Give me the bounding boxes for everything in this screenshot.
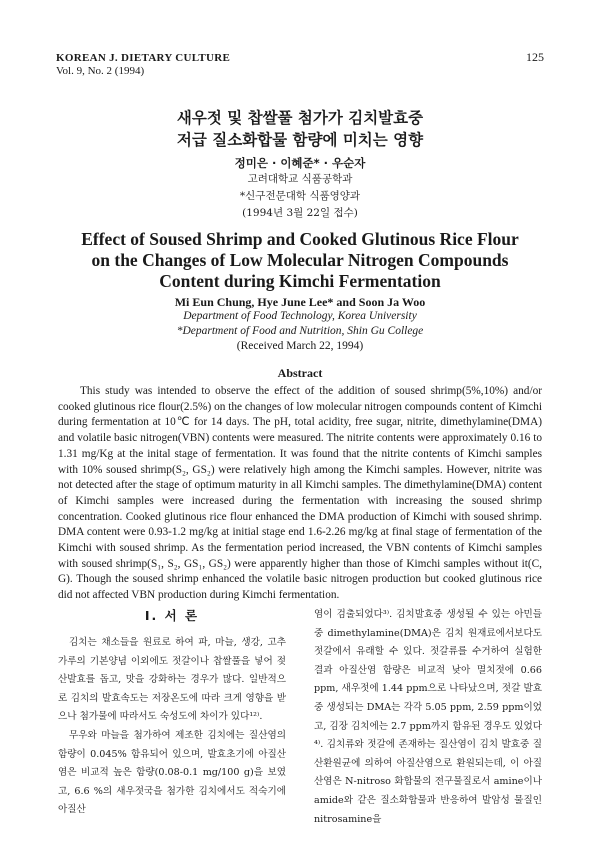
section-heading-introduction: I. 서 론	[144, 608, 200, 623]
english-title-line: Content during Kimchi Fermentation	[159, 271, 441, 291]
english-title-line: Effect of Soused Shrimp and Cooked Glutinous Rice Flour	[81, 229, 519, 249]
korean-title-line: 새우젓 및 찹쌀풀 첨가가 김치발효중	[176, 109, 424, 127]
body-paragraph: 무우와 마늘을 첨가하여 제조한 김치에는 질산염의 함량이 0.045% 함유되어 있으며, 발효초기에 아질산염은 비교적 높은 함량(0.08-0.1 mg/100 g)을 보였고, 6.6 %의 새우젓국을 첨가한 김치에서도 적숙기에 아질산	[58, 729, 286, 816]
journal-header	[56, 52, 230, 78]
english-affiliation: Department of Food Technology, Korea University	[183, 310, 417, 322]
body-paragraph: 염이 검출되었다³⁾. 김치발효중 생성될 수 있는 아민들 중 dimethylamine(DMA)은 김치 원재료에서보다도 젓갈에서 유래할 수 있다. 젓갈류를 수거하여 실험한 결과 아질산염 함량은 비교적 낮아 멸치젓에 0.66 ppm, 새우젓에 1.44 ppm으로 나타났으며, 젓갈 발효중 생성되는 DMA는 각각 5.05 ppm, 2.59 ppm이었고, 김장 김치에는 2.7 ppm까지 함유된 경우도 있었다⁴⁾. 김치류와 젓갈에 존재하는 질산염이 김치 발효중 질산환원균에 의하여 아질산염으로 환원되는데, 이 아질산염은 N-nitroso 화합물의 전구물질로서 amine이나 amide와 같은 질소화합물과 반응하여 발암성 물질인 nitrosamine을	[314, 609, 542, 825]
english-authors: Mi Eun Chung, Hye June Lee* and Soon Ja Woo	[174, 295, 426, 309]
journal-name: KOREAN J. DIETARY CULTURE	[56, 52, 231, 64]
korean-affiliation: *신구전문대학 식품영양과	[239, 190, 361, 202]
body-column-left	[58, 606, 286, 820]
korean-affiliations	[0, 171, 600, 222]
abstract-heading: Abstract	[277, 366, 323, 380]
english-affiliations	[0, 309, 600, 339]
korean-received-date: (1994년 3월 22일 접수)	[242, 207, 358, 219]
body-column-right	[314, 606, 542, 829]
english-title	[0, 229, 600, 292]
journal-volume: Vol. 9, No. 2 (1994)	[56, 65, 145, 77]
english-title-line: on the Changes of Low Molecular Nitrogen Compounds	[91, 250, 509, 270]
korean-authors: 정미은 · 이혜준* · 우순자	[234, 156, 366, 170]
english-affiliation: *Department of Food and Nutrition, Shin Gu College	[176, 325, 424, 337]
korean-affiliation: 고려대학교 식품공학과	[247, 173, 353, 185]
page-number: 125	[526, 50, 544, 64]
abstract-body: This study was intended to observe the effect of the addition of soused shrimp(5%,10%) and/or cooked glutinous rice flour(2.5%) on the changes of low molecular nitrogen compounds content of Kimchi during fermentation at 10℃ for 14 days. The pH, total acidity, free sugar, nitrite, dimethylamine(DMA) and volatile basic nitrogen(VBN) contents were measured. The nitrite contents were approximately 0.16 to 1.31 mg/Kg at the inital stage of fermentation. It was found that the nitrite contents of Kimchi samples with 10% soused shrimp(S₂, GS₂) were relatively high among the Kimchi samples. However, nitrite was not detected after the stage of optimum maturity in all Kimchi samples. The dimethylamine(DMA) content of Kimchi samples were increased during the fermentation with increasing the soused shrimp concentration. Cooked glutinous rice flour enhanced the DMA production of Kimchi with soused shrimp. DMA content were 0.93-1.2 mg/kg at initial stage end 1.6-2.26 mg/kg at final stage of fermentation of the Kimchi with soused shrimp. As the fermentation period increased, the VBN contents of Kimchi samples with soused shrimp(S₁, S₂, GS₁, GS₂) were apparently higher than those of Kimchi samples without it(C, G). Though the soused shrimp enhanced the volatile basic nitrogen production but cooked glutinous rice did not affected VBN production during Kimchi fermentation.	[58, 385, 542, 602]
english-received-date: (Received March 22, 1994)	[236, 340, 364, 352]
korean-title	[0, 107, 600, 151]
korean-title-line: 저급 질소화합물 함량에 미치는 영향	[176, 131, 424, 149]
body-paragraph: 김치는 채소들을 원료로 하여 파, 마늘, 생강, 고추 가루의 기본양념 이외에도 젓갈이나 찹쌀풀을 넣어 젖산발효를 돕고, 맛을 강화하는 경우가 많다. 일반적으로 김치의 발효속도는 저장온도에 따라 크게 영향을 받으나 첨가물에 따라서도 숙성도에 차이가 있다¹²⁾.	[58, 637, 286, 723]
